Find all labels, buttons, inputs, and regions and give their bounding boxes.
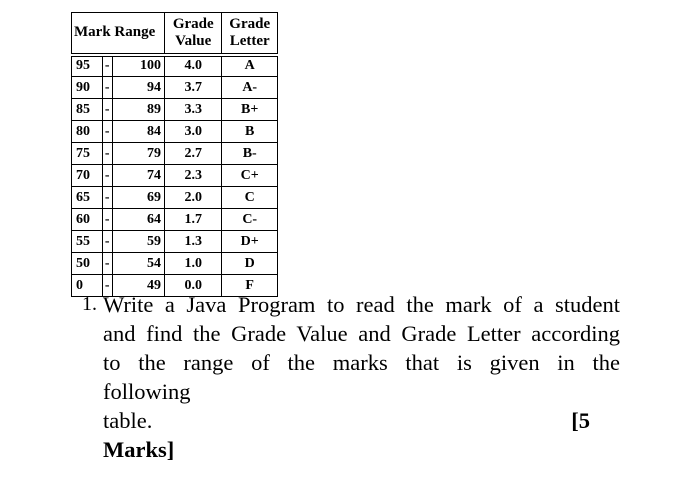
table-row	[72, 143, 278, 165]
header-grade-letter-line1: Grade	[229, 15, 271, 32]
mark-range-separator: -	[102, 275, 112, 297]
grade-letter-cell: F	[222, 275, 278, 297]
mark-range-low: 80	[72, 121, 103, 143]
mark-range-high: 59	[112, 231, 164, 253]
grade-letter-cell: C+	[222, 165, 278, 187]
grade-letter-cell: B-	[222, 143, 278, 165]
table-row	[72, 231, 278, 253]
header-row	[72, 13, 278, 55]
table-row	[72, 165, 278, 187]
question-last-line	[103, 406, 620, 435]
mark-range-high: 100	[112, 55, 164, 77]
mark-range-low: 50	[72, 253, 103, 275]
question-line: and find the Grade Value and Grade Letter according	[103, 321, 620, 346]
grade-table	[71, 12, 278, 297]
table-row	[72, 55, 278, 77]
mark-range-high: 64	[112, 209, 164, 231]
grade-letter-cell: C-	[222, 209, 278, 231]
mark-range-separator: -	[102, 187, 112, 209]
mark-range-separator: -	[102, 143, 112, 165]
mark-range-high: 84	[112, 121, 164, 143]
mark-range-low: 70	[72, 165, 103, 187]
grade-value-cell: 3.7	[165, 77, 222, 99]
mark-range-high: 69	[112, 187, 164, 209]
mark-range-low: 95	[72, 55, 103, 77]
mark-range-separator: -	[102, 165, 112, 187]
header-grade-value	[165, 13, 222, 55]
grade-letter-cell: D+	[222, 231, 278, 253]
mark-range-separator: -	[102, 209, 112, 231]
header-grade-letter-line2: Letter	[229, 32, 270, 49]
table-row	[72, 121, 278, 143]
mark-range-high: 89	[112, 99, 164, 121]
grade-value-cell: 0.0	[165, 275, 222, 297]
table-row	[72, 209, 278, 231]
grade-value-cell: 1.3	[165, 231, 222, 253]
mark-range-low: 90	[72, 77, 103, 99]
mark-range-separator: -	[102, 121, 112, 143]
grade-letter-cell: B+	[222, 99, 278, 121]
mark-range-separator: -	[102, 231, 112, 253]
header-grade-letter	[222, 13, 278, 55]
question-block	[82, 290, 620, 464]
header-mark-range: Mark Range	[72, 13, 165, 55]
grade-value-cell: 2.7	[165, 143, 222, 165]
mark-range-separator: -	[102, 99, 112, 121]
grade-letter-cell: B	[222, 121, 278, 143]
header-grade-value-line1: Grade	[172, 15, 214, 32]
grade-table-header	[72, 13, 278, 55]
mark-range-low: 0	[72, 275, 103, 297]
mark-range-high: 79	[112, 143, 164, 165]
grade-value-cell: 4.0	[165, 55, 222, 77]
grade-letter-cell: C	[222, 187, 278, 209]
grade-value-cell: 2.0	[165, 187, 222, 209]
question-line: table.	[103, 408, 153, 433]
question-number: 1.	[82, 293, 97, 315]
grade-value-cell: 2.3	[165, 165, 222, 187]
mark-range-separator: -	[102, 77, 112, 99]
mark-range-separator: -	[102, 55, 112, 77]
grade-letter-cell: A	[222, 55, 278, 77]
mark-range-low: 75	[72, 143, 103, 165]
mark-range-low: 55	[72, 231, 103, 253]
grade-value-cell: 1.0	[165, 253, 222, 275]
grade-value-cell: 1.7	[165, 209, 222, 231]
grade-letter-cell: A-	[222, 77, 278, 99]
marks-label-end: Marks]	[103, 437, 175, 462]
mark-range-high: 49	[112, 275, 164, 297]
mark-range-low: 65	[72, 187, 103, 209]
mark-range-high: 54	[112, 253, 164, 275]
table-row	[72, 99, 278, 121]
mark-range-high: 74	[112, 165, 164, 187]
grade-table-body	[72, 55, 278, 297]
grade-letter-cell: D	[222, 253, 278, 275]
marks-label-start: [5	[571, 408, 590, 433]
grade-value-cell: 3.0	[165, 121, 222, 143]
table-row	[72, 253, 278, 275]
table-row	[72, 187, 278, 209]
question-line: to the range of the marks that is given in the	[103, 350, 620, 375]
mark-range-separator: -	[102, 253, 112, 275]
question-line: following	[103, 379, 191, 404]
mark-range-low: 85	[72, 99, 103, 121]
grade-value-cell: 3.3	[165, 99, 222, 121]
question-line: Write a Java Program to read the mark of a student	[103, 292, 620, 317]
mark-range-high: 94	[112, 77, 164, 99]
table-row	[72, 77, 278, 99]
mark-range-low: 60	[72, 209, 103, 231]
header-grade-value-line2: Value	[175, 32, 212, 49]
